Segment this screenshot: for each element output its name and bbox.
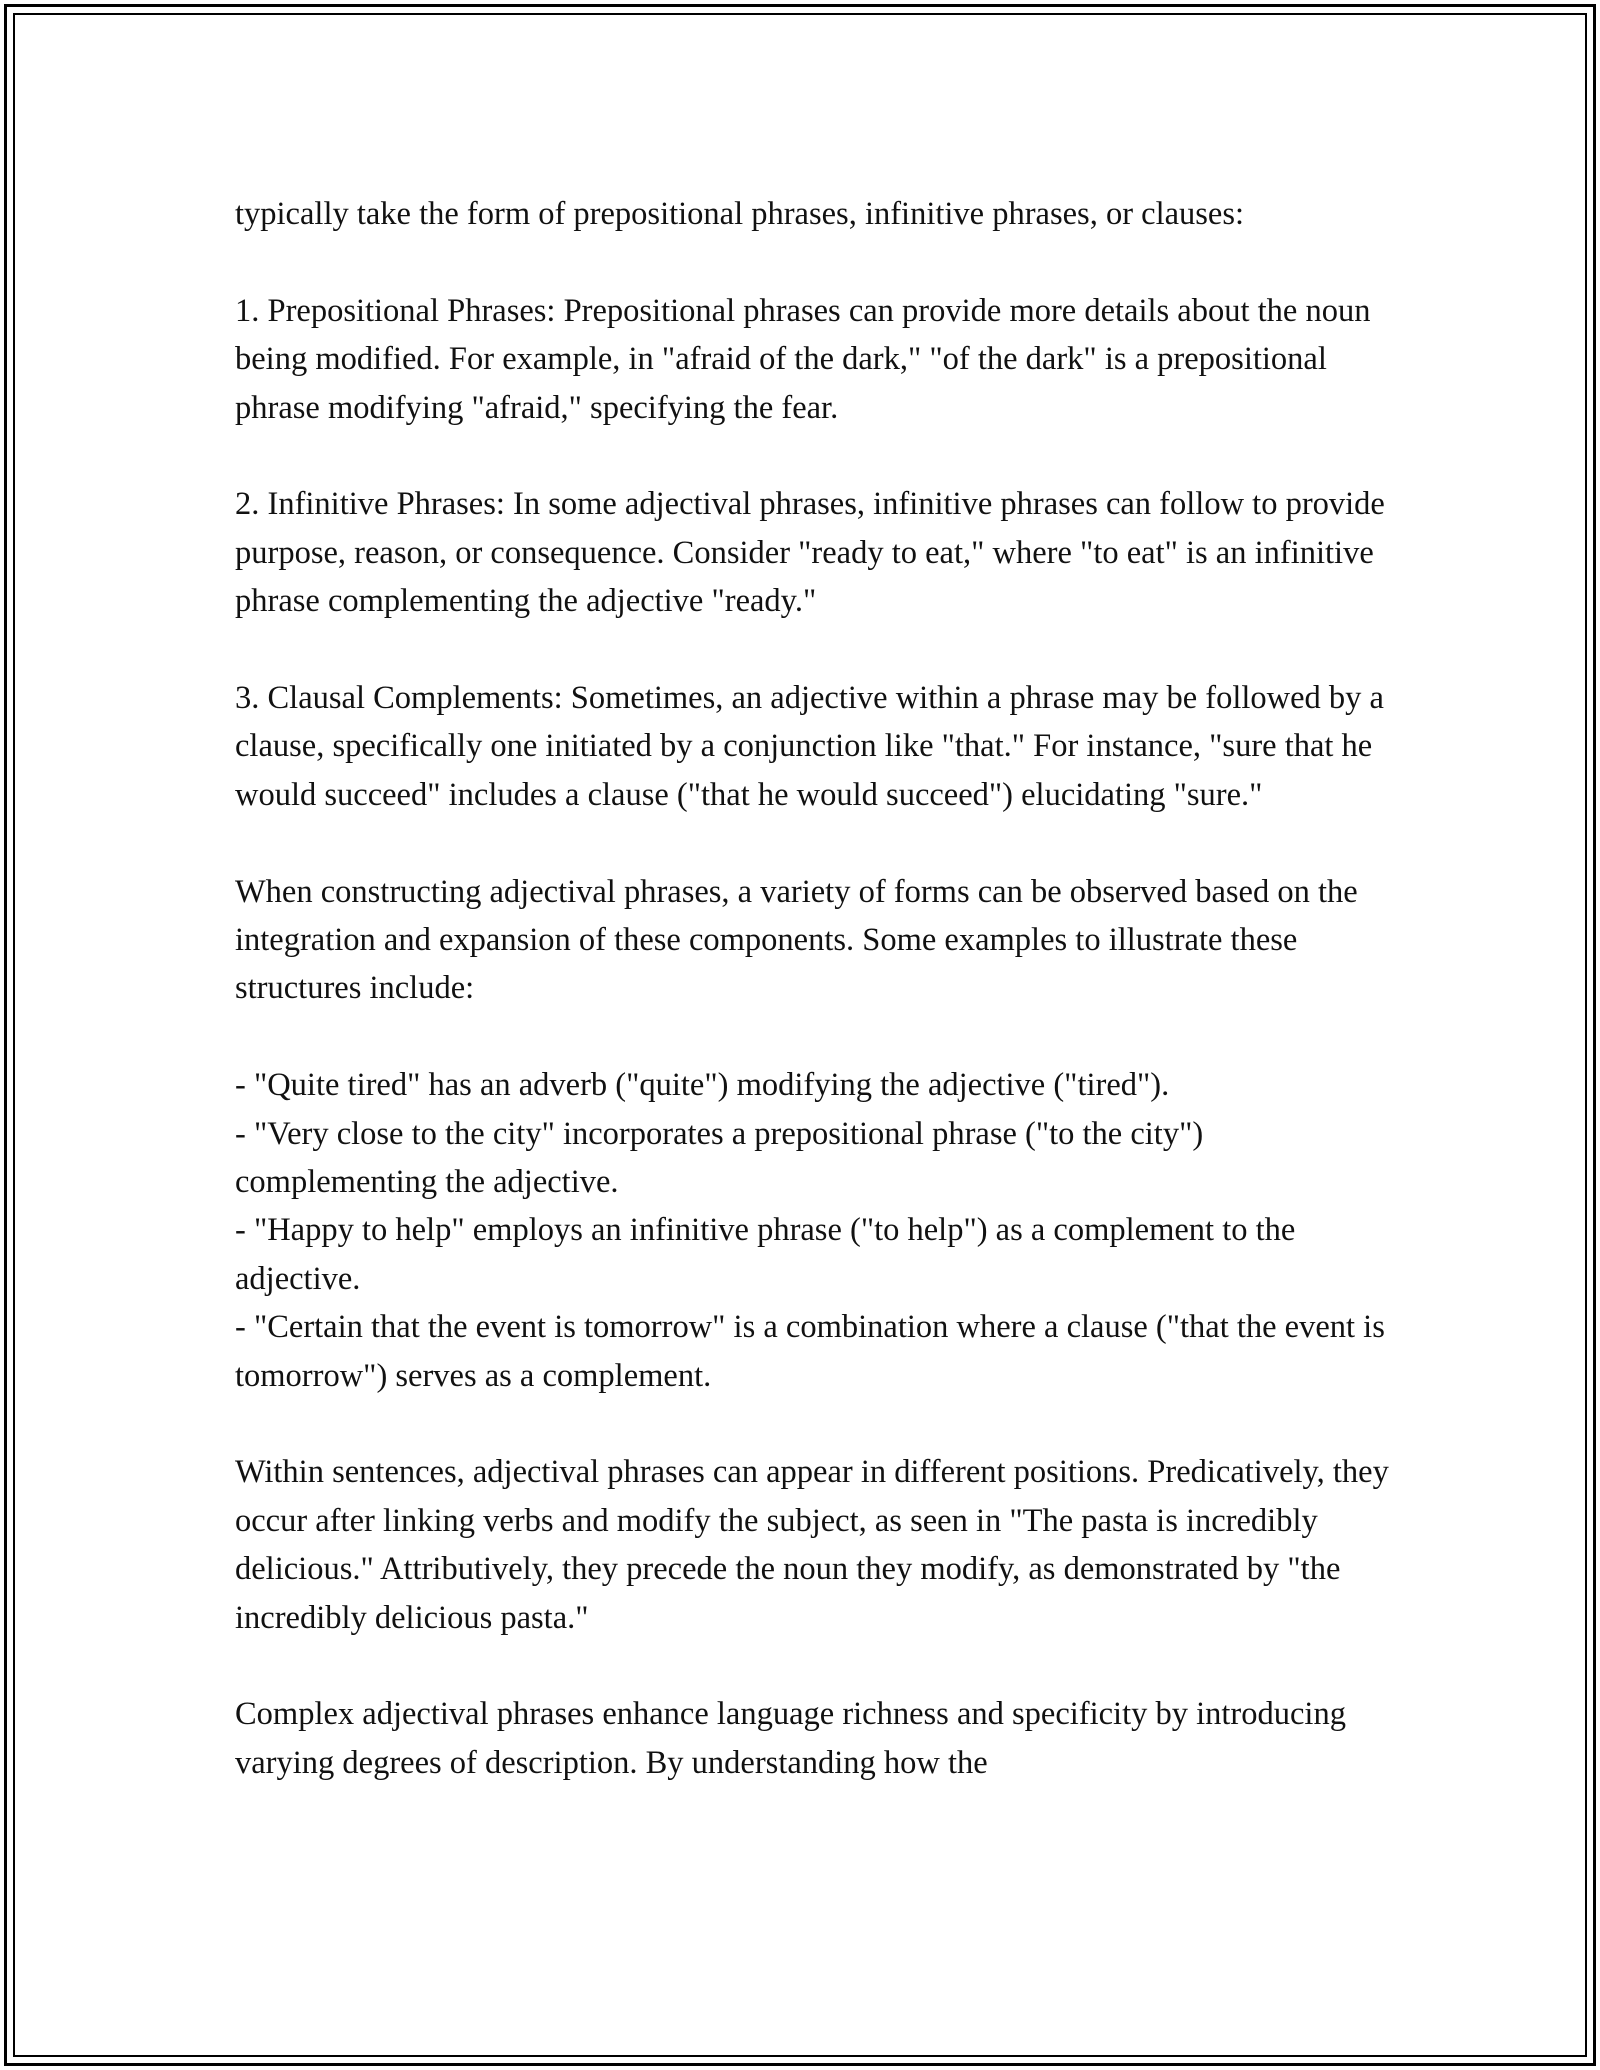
paragraph-infinitive-phrases: 2. Infinitive Phrases: In some adjectival phrases, infinitive phrases can follow to provide purpose, reason, or consequence. Consider "ready to eat," where "to eat" is an infinitive phrase complementing the adjective "ready." [235,486,1385,620]
paragraph-prepositional-phrases: 1. Prepositional Phrases: Prepositional phrases can provide more details about the noun being modified. For example, in "afraid of the dark," "of the dark" is a prepositional phrase modifying "afraid," specifying the fear. [235,292,1371,426]
list-item: - "Certain that the event is tomorrow" is a combination where a clause ("that the event is tomorrow") serves as a complement. [235,1309,1385,1394]
list-item: - "Very close to the city" incorporates a prepositional phrase ("to the city") complementing the adjective. [235,1115,1204,1201]
list-item: - "Happy to help" employs an infinitive phrase ("to help") as a complement to the adjective. [235,1212,1296,1297]
paragraph-intro: typically take the form of prepositional phrases, infinitive phrases, or clauses: [235,196,1245,232]
document-body [235,190,1395,1836]
paragraph-positions: Within sentences, adjectival phrases can appear in different positions. Predicatively, they occur after linking verbs and modify the subject, as seen in "The pasta is incredibly delicious." Attributively, they precede the noun they modify, as demonstrated by "the incredibly delicious pasta." [235,1454,1389,1636]
examples-list [235,1061,1395,1400]
list-item: - "Quite tired" has an adverb ("quite") modifying the adjective ("tired"). [235,1067,1170,1104]
paragraph-clausal-complements: 3. Clausal Complements: Sometimes, an adjective within a phrase may be followed by a clause, specifically one initiated by a conjunction like "that." For instance, "sure that he would succeed" includes a clause ("that he would succeed") elucidating "sure." [235,680,1384,813]
paragraph-complex: Complex adjectival phrases enhance language richness and specificity by introducing varying degrees of description. By understanding how the [235,1696,1346,1781]
paragraph-constructing: When constructing adjectival phrases, a variety of forms can be observed based on the integration and expansion of these components. Some examples to illustrate these structures include: [235,873,1358,1007]
